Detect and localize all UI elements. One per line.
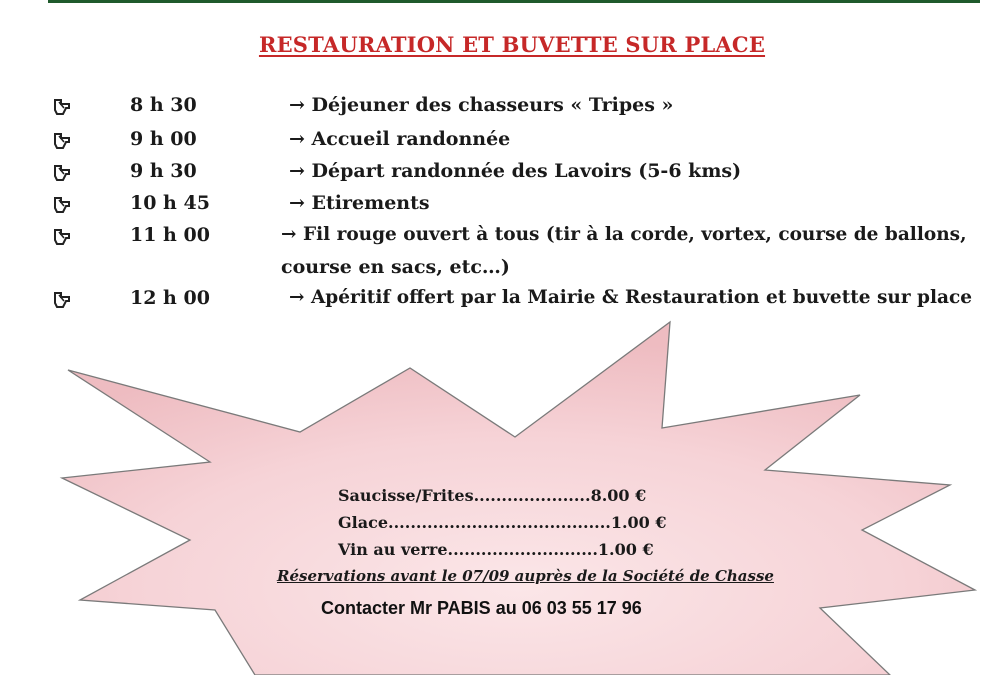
schedule-time: 9 h 30: [130, 160, 197, 182]
schedule-time: 10 h 45: [130, 192, 210, 214]
schedule-time: 11 h 00: [130, 224, 210, 246]
menu-item-dots: ........................................: [388, 513, 611, 532]
reservation-note: Réservations avant le 07/09 auprès de la Société de Chasse: [277, 567, 774, 585]
schedule-desc: → Accueil randonnée: [289, 128, 511, 150]
menu-item-price: 8.00 €: [590, 486, 647, 505]
menu-item-name: Saucisse/Frites: [338, 486, 474, 505]
menu-item-price: 1.00 €: [597, 540, 654, 559]
menu-item-price: 1.00 €: [610, 513, 667, 532]
page-title: RESTAURATION ET BUVETTE SUR PLACE: [258, 32, 766, 57]
menu-item-dots: .....................: [473, 486, 591, 505]
menu-item: [338, 486, 646, 505]
menu-item: [338, 540, 654, 559]
schedule-desc: → Apéritif offert par la Mairie & Restauration et buvette sur place: [289, 287, 973, 308]
schedule-time: 8 h 30: [130, 94, 197, 116]
schedule-desc: → Déjeuner des chasseurs « Tripes »: [289, 94, 674, 116]
menu-item-dots: ...........................: [447, 540, 598, 559]
menu-item: [338, 513, 667, 532]
schedule-desc: → Etirements: [289, 192, 430, 214]
schedule-desc: → Fil rouge ouvert à tous (tir à la corde, vortex, course de ballons,: [281, 224, 967, 245]
schedule-time: 12 h 00: [130, 287, 210, 309]
schedule-desc-continued: course en sacs, etc…): [281, 256, 510, 278]
schedule-desc: → Départ randonnée des Lavoirs (5-6 kms): [289, 160, 742, 182]
contact-line: Contacter Mr PABIS au 06 03 55 17 96: [321, 598, 642, 618]
menu-item-name: Vin au verre: [338, 540, 448, 559]
schedule-time: 9 h 00: [130, 128, 197, 150]
menu-item-name: Glace: [338, 513, 389, 532]
